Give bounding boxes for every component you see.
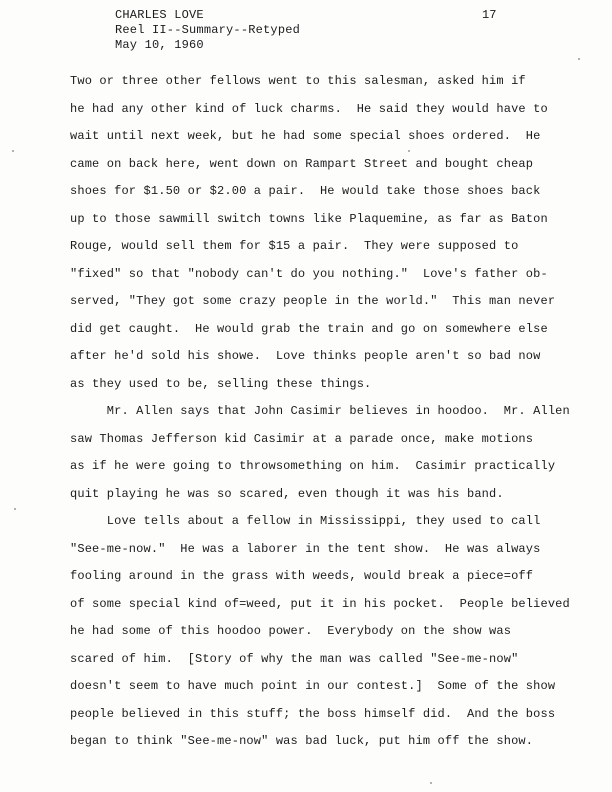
body-text (70, 68, 570, 756)
text-line: saw Thomas Jefferson kid Casimir at a parade once, make motions (70, 431, 534, 446)
text-line: Two or three other fellows went to this salesman, asked him if (70, 74, 526, 88)
text-line: quit playing he was so scared, even though it was his band. (70, 486, 504, 501)
scan-speck (14, 508, 16, 510)
scan-speck (12, 150, 14, 152)
scan-speck (578, 58, 580, 60)
scan-speck (408, 150, 410, 152)
text-line: wait until next week, but he had some special shoes ordered. He (70, 129, 541, 143)
text-line: Rouge, would sell them for $15 a pair. They were supposed to (70, 239, 519, 253)
text-line: of some special kind of=weed, put it in his pocket. People believed (70, 596, 570, 611)
text-line: after he'd sold his showe. Love thinks people aren't so bad now (70, 349, 541, 363)
text-line: did get caught. He would grab the train and go on somewhere else (70, 321, 548, 336)
text-line: as they used to be, selling these things. (70, 376, 372, 391)
text-line: Love tells about a fellow in Mississippi, they used to call (70, 514, 541, 528)
page-number: 17 (482, 8, 497, 22)
header-date: May 10, 1960 (115, 38, 204, 52)
text-line: Mr. Allen says that John Casimir believes in hoodoo. Mr. Allen (70, 404, 570, 418)
text-line: doesn't seem to have much point in our contest.] Some of the show (70, 679, 556, 693)
text-line: came on back here, went down on Rampart Street and bought cheap (70, 156, 534, 171)
document-header (115, 8, 300, 53)
text-line: "See-me-now." He was a laborer in the tent show. He was always (70, 541, 541, 556)
header-reel: Reel II--Summary--Retyped (115, 23, 301, 37)
header-name: CHARLES LOVE (115, 8, 204, 22)
text-line: served, "They got some crazy people in the world." This man never (70, 294, 556, 308)
scan-speck (430, 782, 432, 784)
text-line: fooling around in the grass with weeds, would break a piece=off (70, 569, 534, 583)
text-line: he had any other kind of luck charms. He said they would have to (70, 101, 548, 116)
text-line: shoes for $1.50 or $2.00 a pair. He would take those shoes back (70, 184, 541, 198)
text-line: as if he were going to throwsomething on him. Casimir practically (70, 459, 556, 473)
text-line: he had some of this hoodoo power. Everybody on the show was (70, 624, 512, 638)
text-line: scared of him. [Story of why the man was called "See-me-now" (70, 651, 519, 666)
text-line: began to think "See-me-now" was bad luck, put him off the show. (70, 734, 534, 748)
text-line: "fixed" so that "nobody can't do you nothing." Love's father ob- (70, 266, 548, 281)
text-line: up to those sawmill switch towns like Plaquemine, as far as Baton (70, 211, 548, 226)
text-line: people believed in this stuff; the boss himself did. And the boss (70, 706, 556, 721)
